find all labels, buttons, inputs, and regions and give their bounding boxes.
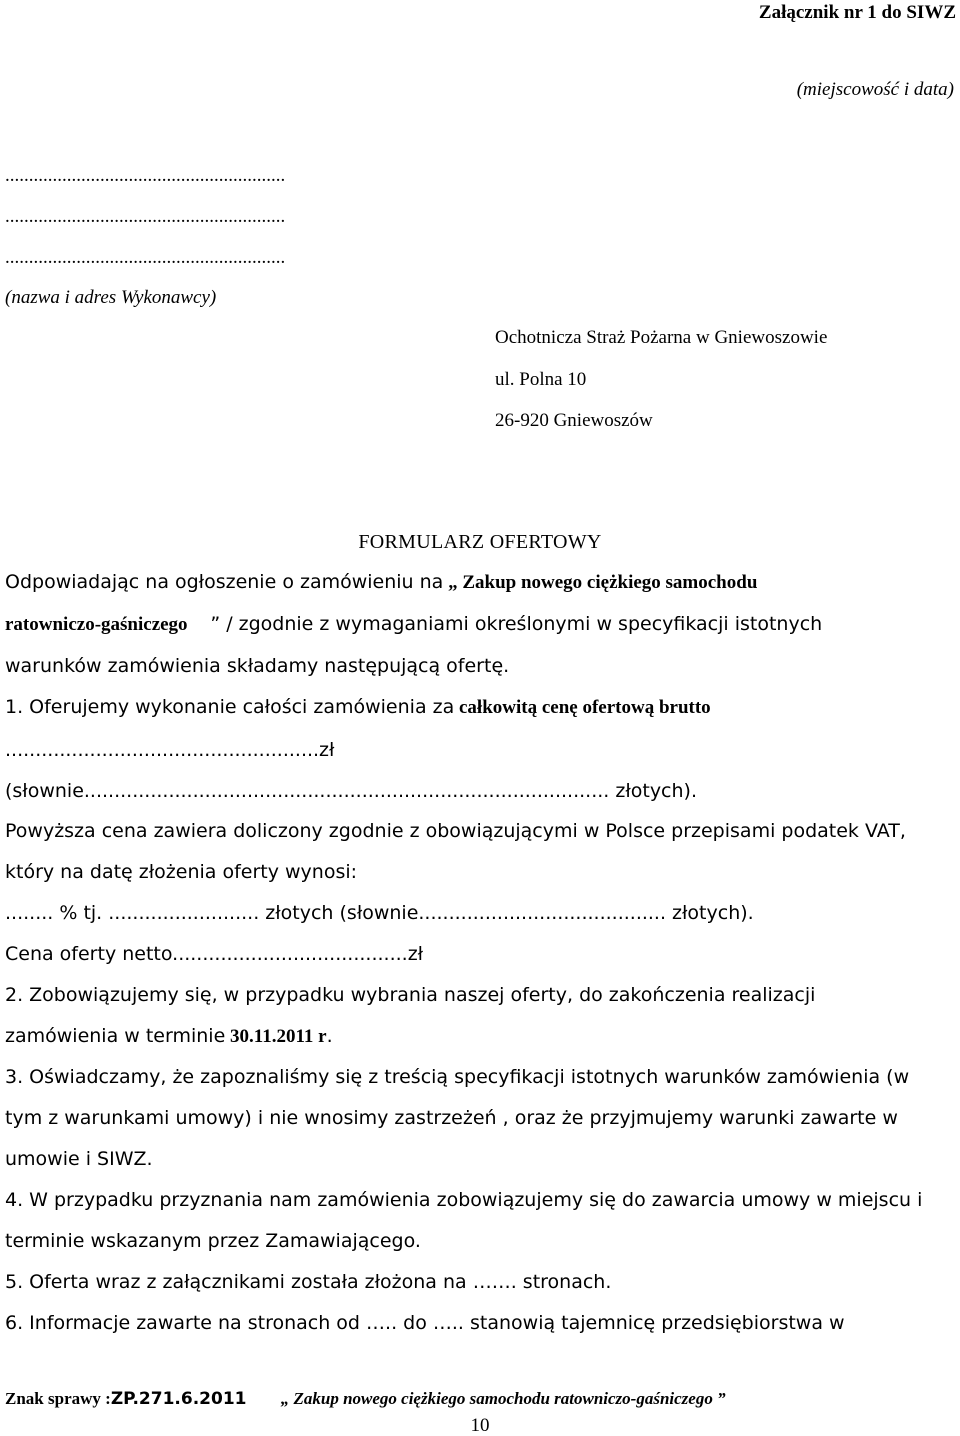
- contractor-label: (nazwa i adres Wykonawcy): [5, 287, 217, 308]
- point-4-line-2: terminie wskazanym przez Zamawiającego.: [5, 1230, 421, 1252]
- case-label: Znak sprawy :: [5, 1389, 111, 1408]
- point-4-line-1: 4. W przypadku przyznania nam zamówienia zobowiązujemy się do zawarcia umowy w miejscu i: [5, 1189, 923, 1211]
- vat-statement: Powyższa cena zawiera doliczony zgodnie z obowiązującymi w Polsce przepisami podatek VAT,: [5, 820, 906, 842]
- recipient-name: Ochotnicza Straż Pożarna w Gniewoszowie: [495, 327, 828, 348]
- point-3-line-3: umowie i SIWZ.: [5, 1148, 153, 1170]
- page-number: 10: [470, 1415, 490, 1436]
- deadline-text: zamówienia w terminie: [5, 1025, 226, 1047]
- form-title: FORMULARZ OFERTOWY: [358, 531, 602, 553]
- footer-line: [5, 1390, 726, 1408]
- vat-date-line: który na datę złożenia oferty wynosi:: [5, 861, 358, 883]
- subject-title: „ Zakup nowego ciężkiego samochodu: [448, 572, 758, 593]
- deadline-date: 30.11.2011 r: [230, 1026, 327, 1047]
- recipient-street: ul. Polna 10: [495, 369, 587, 390]
- case-number: ZP.271.6.2011: [110, 1389, 247, 1409]
- net-price-field: Cena oferty netto.......................................zł: [5, 943, 424, 965]
- vat-amount-field: ........ % tj. ......................... złotych (słownie......................................... złotych).: [5, 902, 754, 924]
- point-6: 6. Informacje zawarte na stronach od ….. do ….. stanowią tajemnicę przedsiębiorstwa w: [5, 1312, 845, 1334]
- intro-line-3: warunków zamówienia składamy następującą ofertę.: [5, 655, 510, 677]
- point-1-text: 1. Oferujemy wykonanie całości zamówienia za: [5, 696, 455, 718]
- subject-title-cont: ratowniczo-gaśniczego: [5, 614, 188, 635]
- place-date-label: (miejscowość i data): [796, 79, 954, 100]
- contractor-dots-3: ...........................................................: [5, 247, 286, 268]
- footer-subject: „ Zakup nowego ciężkiego samochodu ratowniczo-gaśniczego ”: [280, 1389, 726, 1408]
- attachment-title: Załącznik nr 1 do SIWZ: [758, 2, 956, 23]
- point-2-line-2: [5, 1027, 333, 1046]
- point-1-line-1: [5, 698, 711, 717]
- intro-line-1: [5, 573, 757, 592]
- point-3-line-1: 3. Oświadczamy, że zapoznaliśmy się z treścią specyfikacji istotnych warunków zamówienia (w: [5, 1066, 910, 1088]
- point-2-line-1: 2. Zobowiązujemy się, w przypadku wybrania naszej oferty, do zakończenia realizacji: [5, 984, 816, 1006]
- total-price-label: całkowitą cenę ofertową brutto: [459, 697, 711, 718]
- point-3-line-2: tym z warunkami umowy) i nie wnosimy zastrzeżeń , oraz że przyjmujemy warunki zawarte w: [5, 1107, 898, 1129]
- recipient-city: 26-920 Gniewoszów: [495, 410, 653, 431]
- intro-text: Odpowiadając na ogłoszenie o zamówieniu na: [5, 571, 444, 593]
- price-amount-field: ....................................................zł: [5, 739, 335, 761]
- intro-line-2: [5, 615, 822, 634]
- price-words-field: (słownie....................................................................................... złotych).: [5, 780, 697, 802]
- contractor-dots-1: ...........................................................: [5, 165, 286, 186]
- contractor-dots-2: ...........................................................: [5, 206, 286, 227]
- intro-text-2: ” / zgodnie z wymaganiami określonymi w specyfikacji istotnych: [210, 613, 823, 635]
- deadline-period: .: [326, 1025, 333, 1047]
- point-5: 5. Oferta wraz z załącznikami została złożona na ……. stronach.: [5, 1271, 612, 1293]
